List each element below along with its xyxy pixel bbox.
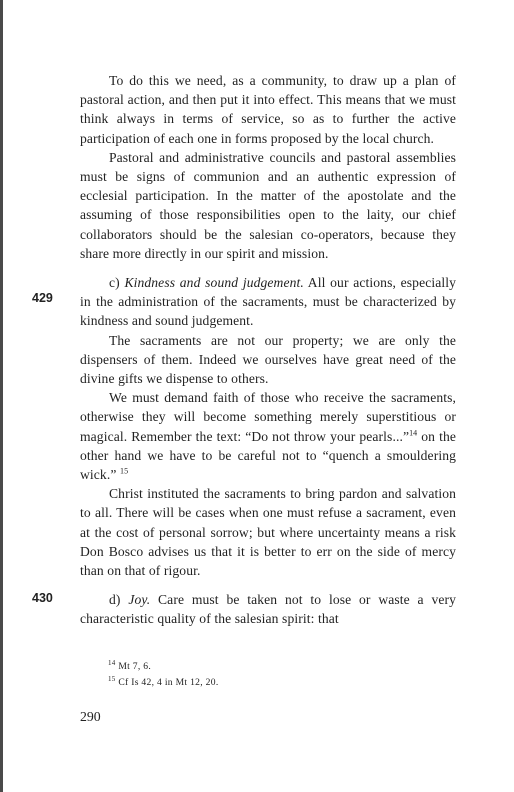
body-text xyxy=(80,71,456,629)
section-lead-text: Care must be taken not to lose or waste a very characteristic quality of the salesian spirit: that xyxy=(80,592,457,627)
section-429-lead xyxy=(80,273,456,331)
marginal-number-429: 429 xyxy=(32,291,53,305)
footnote: $^{14}$ Mt 7, 6. xyxy=(108,658,152,672)
section-letter: c) xyxy=(109,275,120,291)
section-lead-text: All our actions, especially in the administration of the sacraments, must be characterized by kindness and sound judgement. xyxy=(80,275,456,329)
paragraph: We must demand faith of those who receive the sacraments, otherwise they will become something merely superstitious or magical. Remember the text: “Do not throw your pearls...”$^{14}$ on the other hand we have to be careful not to “quench a smouldering wick.” $^{15}$ xyxy=(80,390,456,483)
paragraph: To do this we need, as a community, to draw up a plan of pastoral action, and then put it into effect. This means that we must think always in terms of service, so as to further the active participation of each one in forms proposed by the local church. xyxy=(80,73,456,146)
paragraph: The sacraments are not our property; we are only the dispensers of them. Indeed we ourselves have great need of the divine gifts we dispense to others. xyxy=(80,332,456,387)
page-edge xyxy=(0,0,3,792)
paragraph: Pastoral and administrative councils and pastoral assemblies must be signs of communion and an authentic expression of ecclesial participation. In the matter of the apostolate and the assuming of those responsibilities open to the laity, our chief collaborators should be the salesian co-operators, because they share more directly in our spirit and mission. xyxy=(80,149,456,261)
footnote-mark: 14 xyxy=(108,658,116,667)
marginal-number-430: 430 xyxy=(32,591,53,605)
footnote-ref: 15 xyxy=(119,466,129,476)
page-number: 290 xyxy=(80,709,101,724)
footnote-ref: 14 xyxy=(409,428,418,438)
section-letter: d) xyxy=(109,592,121,608)
footnote-mark: 15 xyxy=(108,674,116,683)
footnotes xyxy=(108,659,448,691)
section-heading: Kindness and sound judgement. xyxy=(124,275,304,291)
section-heading: Joy. xyxy=(128,592,151,608)
paragraph: Christ instituted the sacraments to bring pardon and salvation to all. There will be cases when one must refuse a sacrament, even at the cost of personal sorrow; but where uncertainty means a risk Don Bosco advises us that it is better to err on the side of mercy than on that of rigour. xyxy=(80,486,456,579)
section-430-lead xyxy=(80,590,456,628)
footnote: $^{15}$ Cf Is 42, 4 in Mt 12, 20. xyxy=(108,674,219,688)
